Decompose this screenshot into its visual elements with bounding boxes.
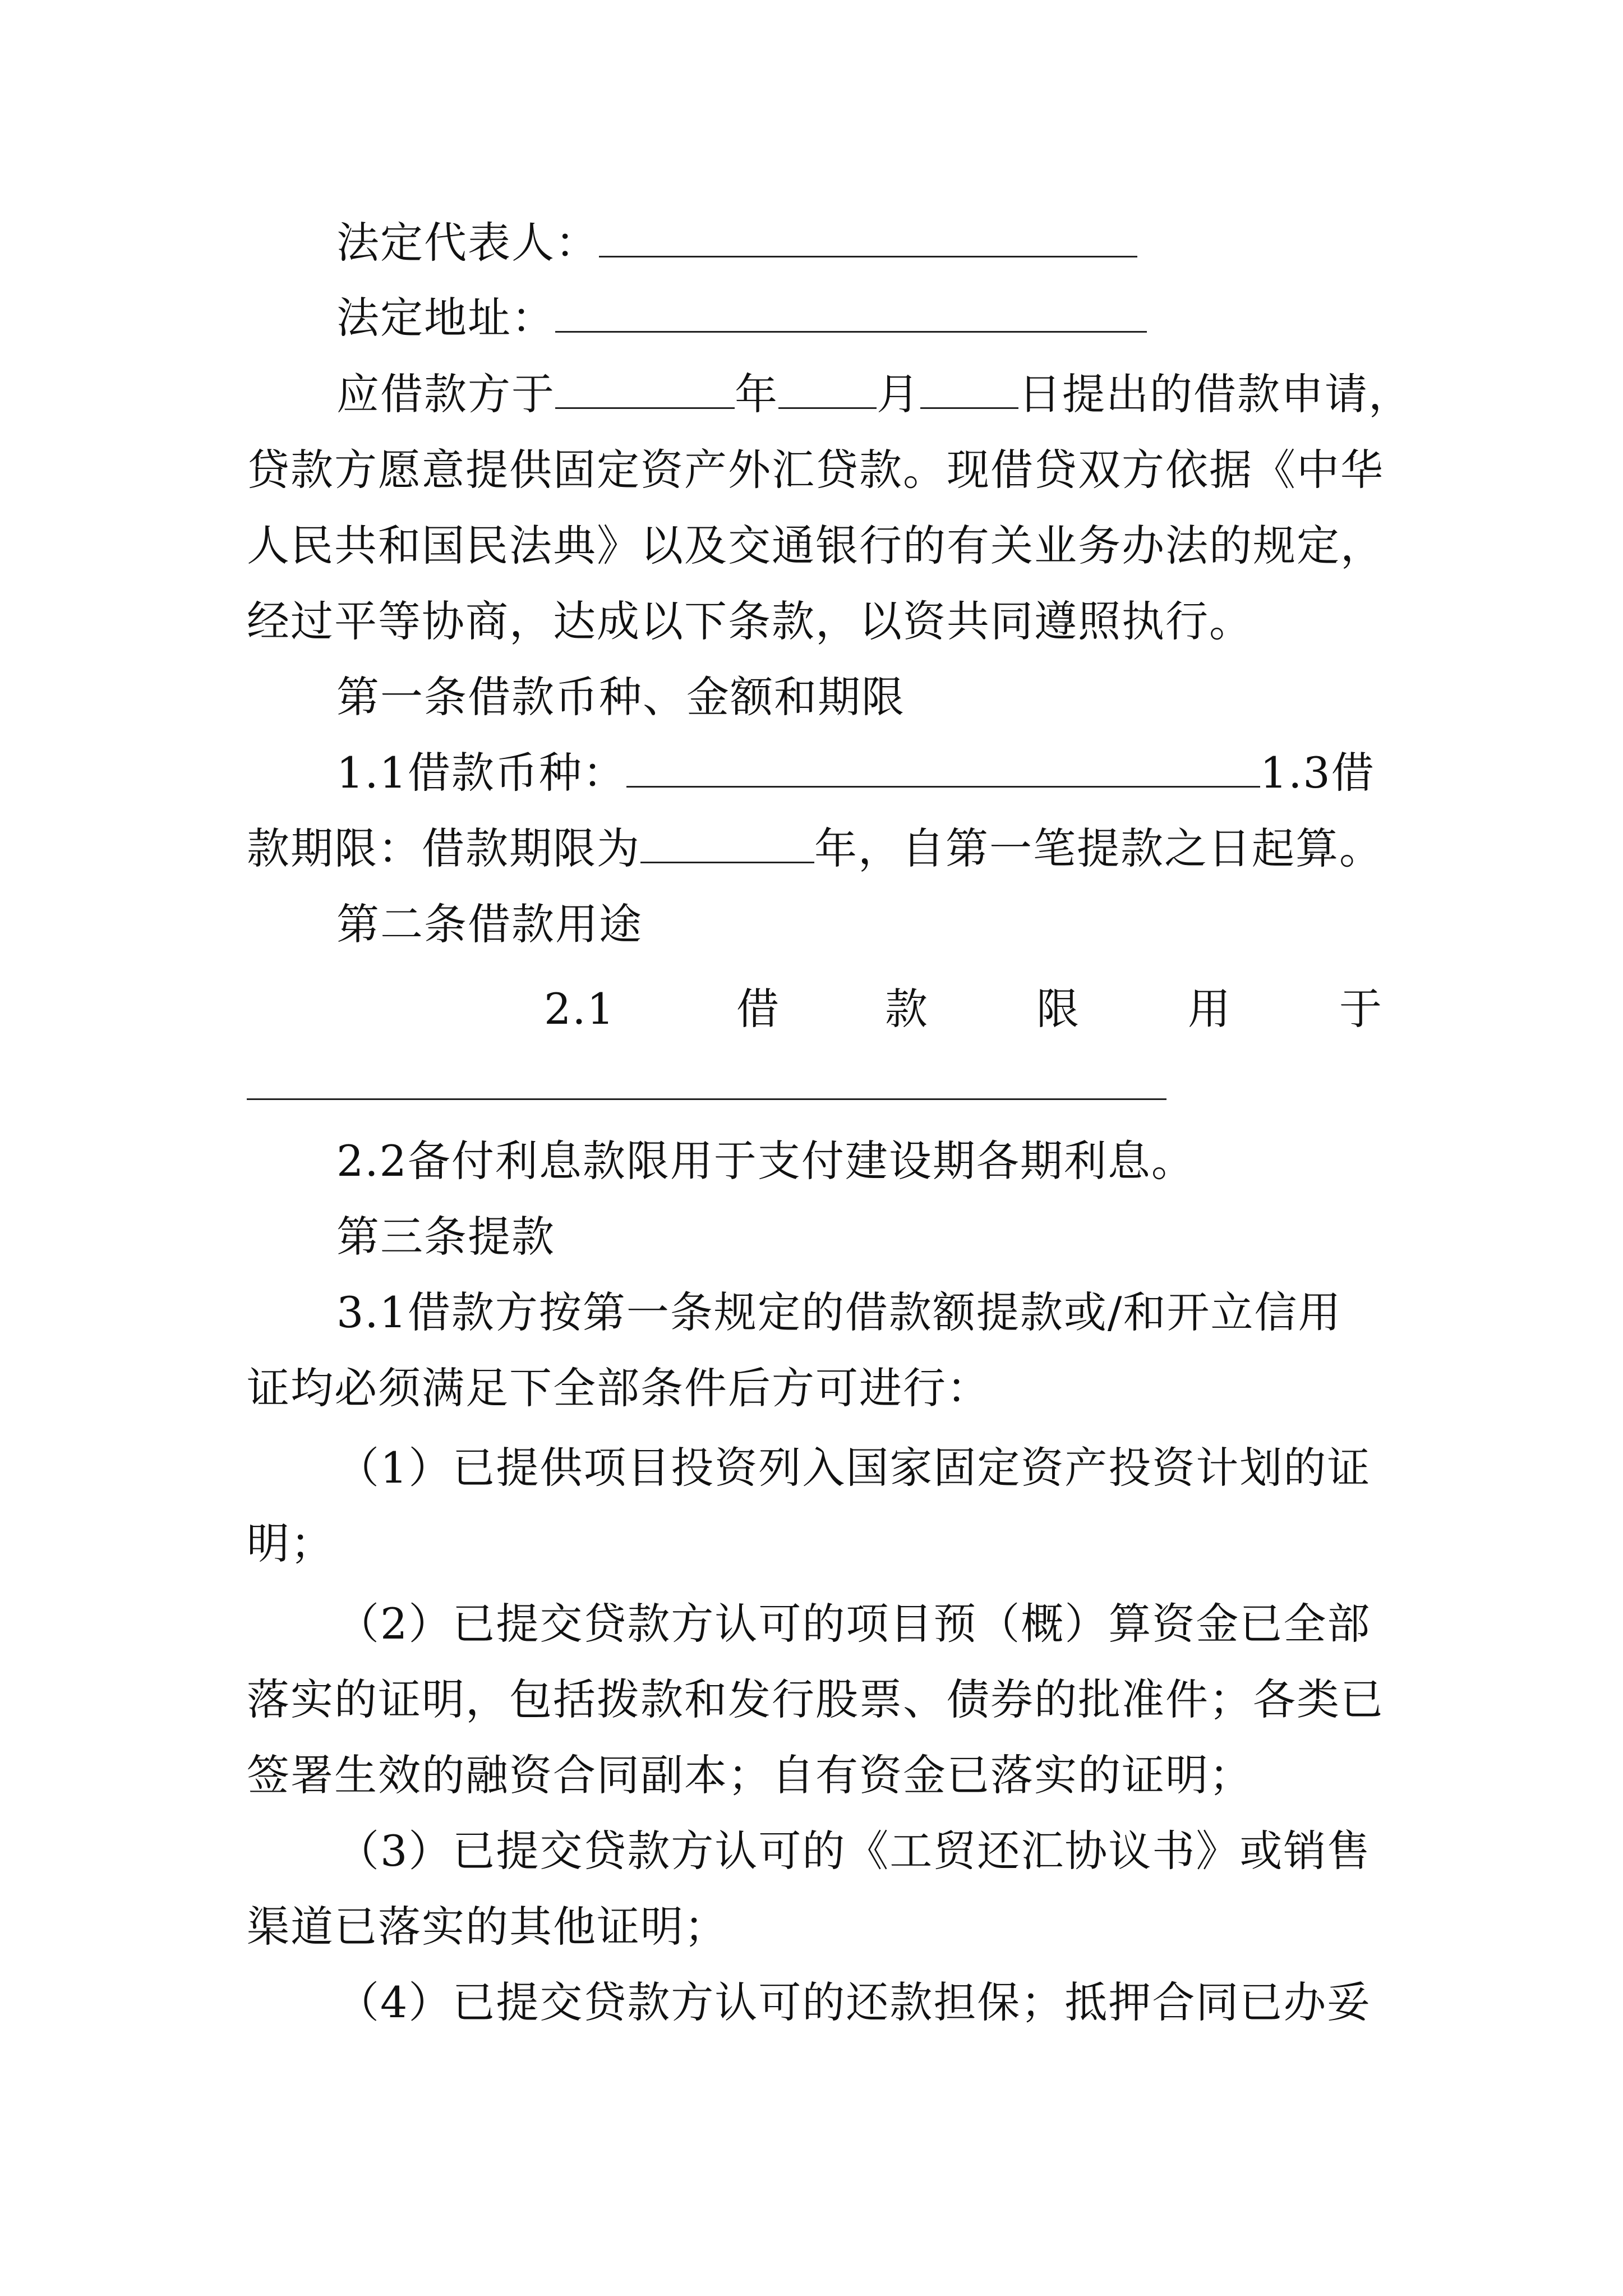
intro-text-d: 日提出的借款申请， (1018, 369, 1412, 419)
article-2-title: 第二条借款用途 (336, 899, 643, 949)
day-blank (920, 372, 1018, 409)
legal-representative-blank (599, 221, 1137, 257)
month-blank (778, 372, 877, 409)
intro-text-a: 应借款方于 (336, 369, 555, 419)
year-blank (555, 372, 735, 409)
intro-line-1 (336, 364, 1412, 425)
legal-address-line (336, 287, 1147, 349)
condition-3-line-1: （3）已提交贷款方认可的《工贸还汇协议书》或销售 (336, 1826, 1371, 1876)
condition-3-line-2: 渠道已落实的其他证明； (247, 1902, 728, 1952)
intro-line-2: 贷款方愿意提供固定资产外汇贷款。现借贷双方依据《中华 (247, 445, 1384, 495)
condition-1-line-2: 明； (247, 1519, 334, 1568)
intro-line-3: 人民共和国民法典》以及交通银行的有关业务办法的规定， (247, 521, 1384, 570)
condition-2-line-2: 落实的证明，包括拨款和发行股票、债券的批准件；各类已 (247, 1674, 1384, 1724)
article-2-1-number: 2.1 (544, 984, 615, 1034)
condition-2-line-1: （2）已提交贷款方认可的项目预（概）算资金已全部 (336, 1599, 1371, 1649)
legal-address-blank (555, 296, 1147, 333)
article-2-1-word: 于 (1339, 984, 1383, 1034)
article-3-1-line-1: 3.1借款方按第一条规定的借款额提款或/和开立信用 (336, 1287, 1342, 1337)
article-1-1-line (336, 742, 1375, 804)
article-2-1-word: 款 (885, 984, 929, 1034)
loan-purpose-blank (247, 1098, 1166, 1100)
article-3-title: 第三条提款 (336, 1212, 555, 1262)
loan-term-label: 款期限：借款期限为 (247, 823, 640, 873)
article-2-1-line (0, 978, 1623, 1040)
loan-term-blank (640, 827, 814, 863)
intro-line-4: 经过平等协商，达成以下条款，以资共同遵照执行。 (247, 596, 1253, 646)
condition-1-line-1: （1）已提供项目投资列入国家固定资产投资计划的证 (336, 1443, 1371, 1493)
loan-currency-label: 1.1借款币种： (336, 748, 626, 798)
intro-year-label: 年 (735, 369, 778, 419)
article-2-1-word: 用 (1188, 984, 1232, 1034)
article-3-1-line-2: 证均必须满足下全部条件后方可进行： (247, 1363, 990, 1413)
loan-term-heading: 1.3借 (1260, 748, 1375, 798)
legal-representative-line (336, 212, 1137, 274)
condition-4-line-1: （4）已提交贷款方认可的还款担保；抵押合同已办妥 (336, 1977, 1371, 2027)
loan-term-text: 年，自第一笔提款之日起算。 (814, 823, 1383, 873)
article-2-2-line: 2.2备付利息款限用于支付建设期各期利息。 (336, 1136, 1195, 1186)
article-2-1-word: 限 (1036, 984, 1080, 1034)
article-1-3-line (247, 818, 1383, 880)
legal-representative-label: 法定代表人： (336, 218, 599, 268)
article-1-title: 第一条借款币种、金额和期限 (336, 672, 905, 722)
article-2-1-word: 借 (736, 984, 780, 1034)
legal-address-label: 法定地址： (336, 293, 555, 343)
condition-2-line-3: 签署生效的融资合同副本；自有资金已落实的证明； (247, 1750, 1253, 1800)
intro-month-label: 月 (877, 369, 920, 419)
loan-currency-blank (626, 751, 1260, 788)
